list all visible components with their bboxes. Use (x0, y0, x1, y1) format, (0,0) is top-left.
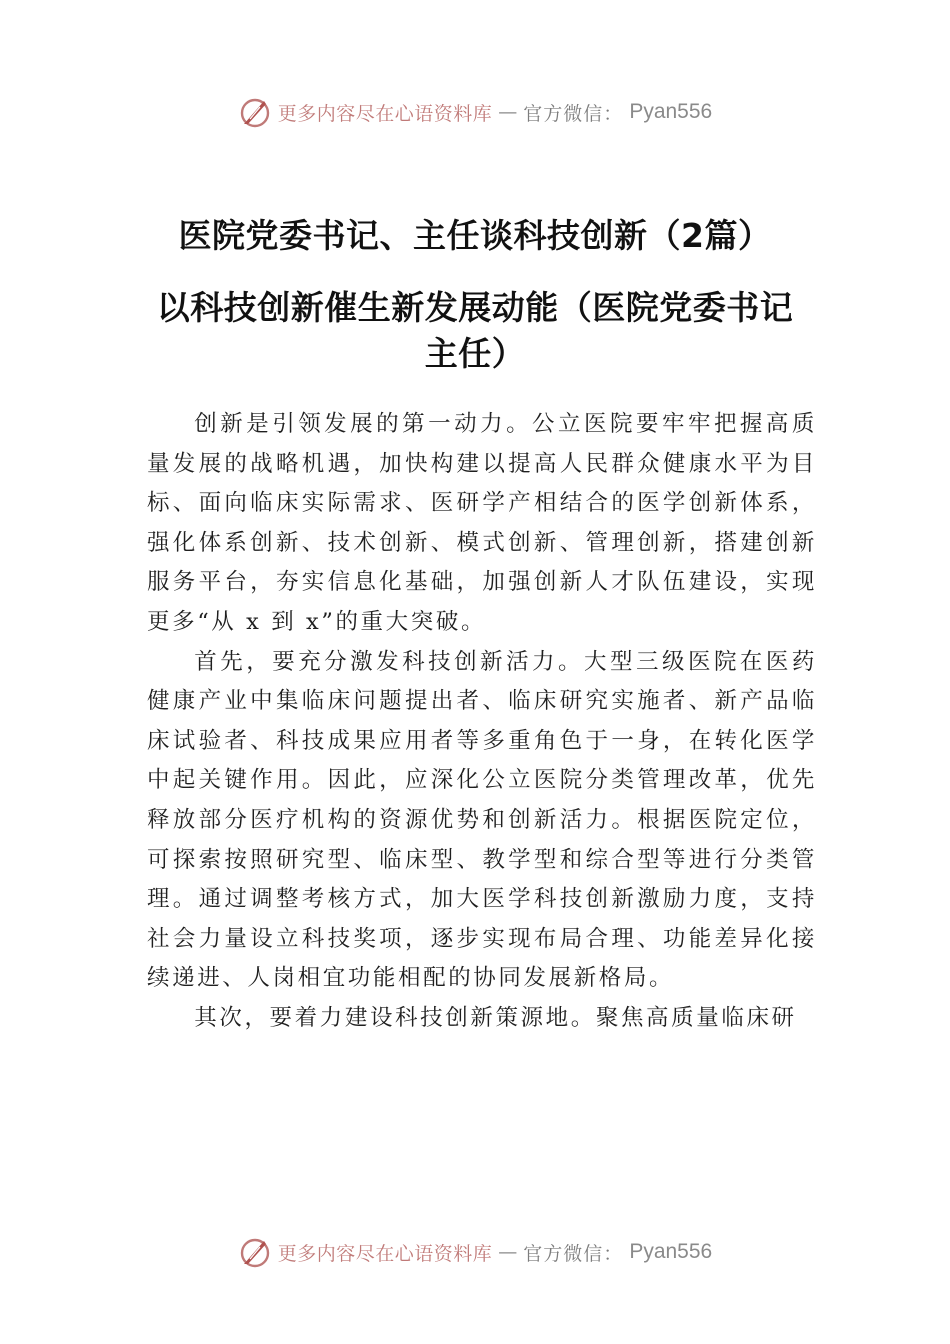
watermark-sub-text: 官方微信： (523, 1242, 624, 1265)
feather-pen-circle-icon (238, 95, 272, 129)
watermark-sub-text: 官方微信： (523, 102, 624, 125)
watermark-main-text: 更多内容尽在心语资料库 (277, 102, 493, 125)
watermark-dash: — (498, 1241, 518, 1263)
watermark-wechat-id: Pyan556 (629, 100, 713, 123)
feather-pen-circle-icon (238, 1235, 272, 1269)
article-title: 以科技创新催生新发展动能（医院党委书记 主任） (156, 288, 794, 373)
paragraph: 其次，要着力建设科技创新策源地。聚焦高质量临床研 (194, 1004, 797, 1031)
article-body (147, 405, 817, 1039)
paragraph: 首先，要充分激发科技创新活力。大型三级医院在医药健康产业中集临床问题提出者、临床研究实施者、新产品临床试验者、科技成果应用者等多重角色于一身，在转化医学中起关键作用。因此，应深化公立医院分类管理改革，优先释放部分医疗机构的资源优势和创新活力。根据医院定位，可探索按照研究型、临床型、教学型和综合型等进行分类管理。通过调整考核方式，加大医学科技创新激励力度，支持社会力量设立科技奖项，逐步实现布局合理、功能差异化接续递进、人岗相宜功能相配的协同发展新格局。 (147, 648, 817, 992)
watermark-header (0, 92, 950, 132)
document-title: 医院党委书记、主任谈科技创新（2篇） (178, 216, 772, 255)
paragraph: 创新是引领发展的第一动力。公立医院要牢牢把握高质量发展的战略机遇，加快构建以提高人民群众健康水平为目标、面向临床实际需求、医研学产相结合的医学创新体系，强化体系创新、技术创新、模式创新、管理创新，搭建创新服务平台，夯实信息化基础，加强创新人才队伍建设，实现更多“从 x 到 x”的重大突破。 (147, 411, 817, 635)
watermark-footer (0, 1232, 950, 1272)
watermark-wechat-id: Pyan556 (629, 1240, 713, 1263)
watermark-dash: — (498, 101, 518, 123)
watermark-main-text: 更多内容尽在心语资料库 (277, 1242, 493, 1265)
